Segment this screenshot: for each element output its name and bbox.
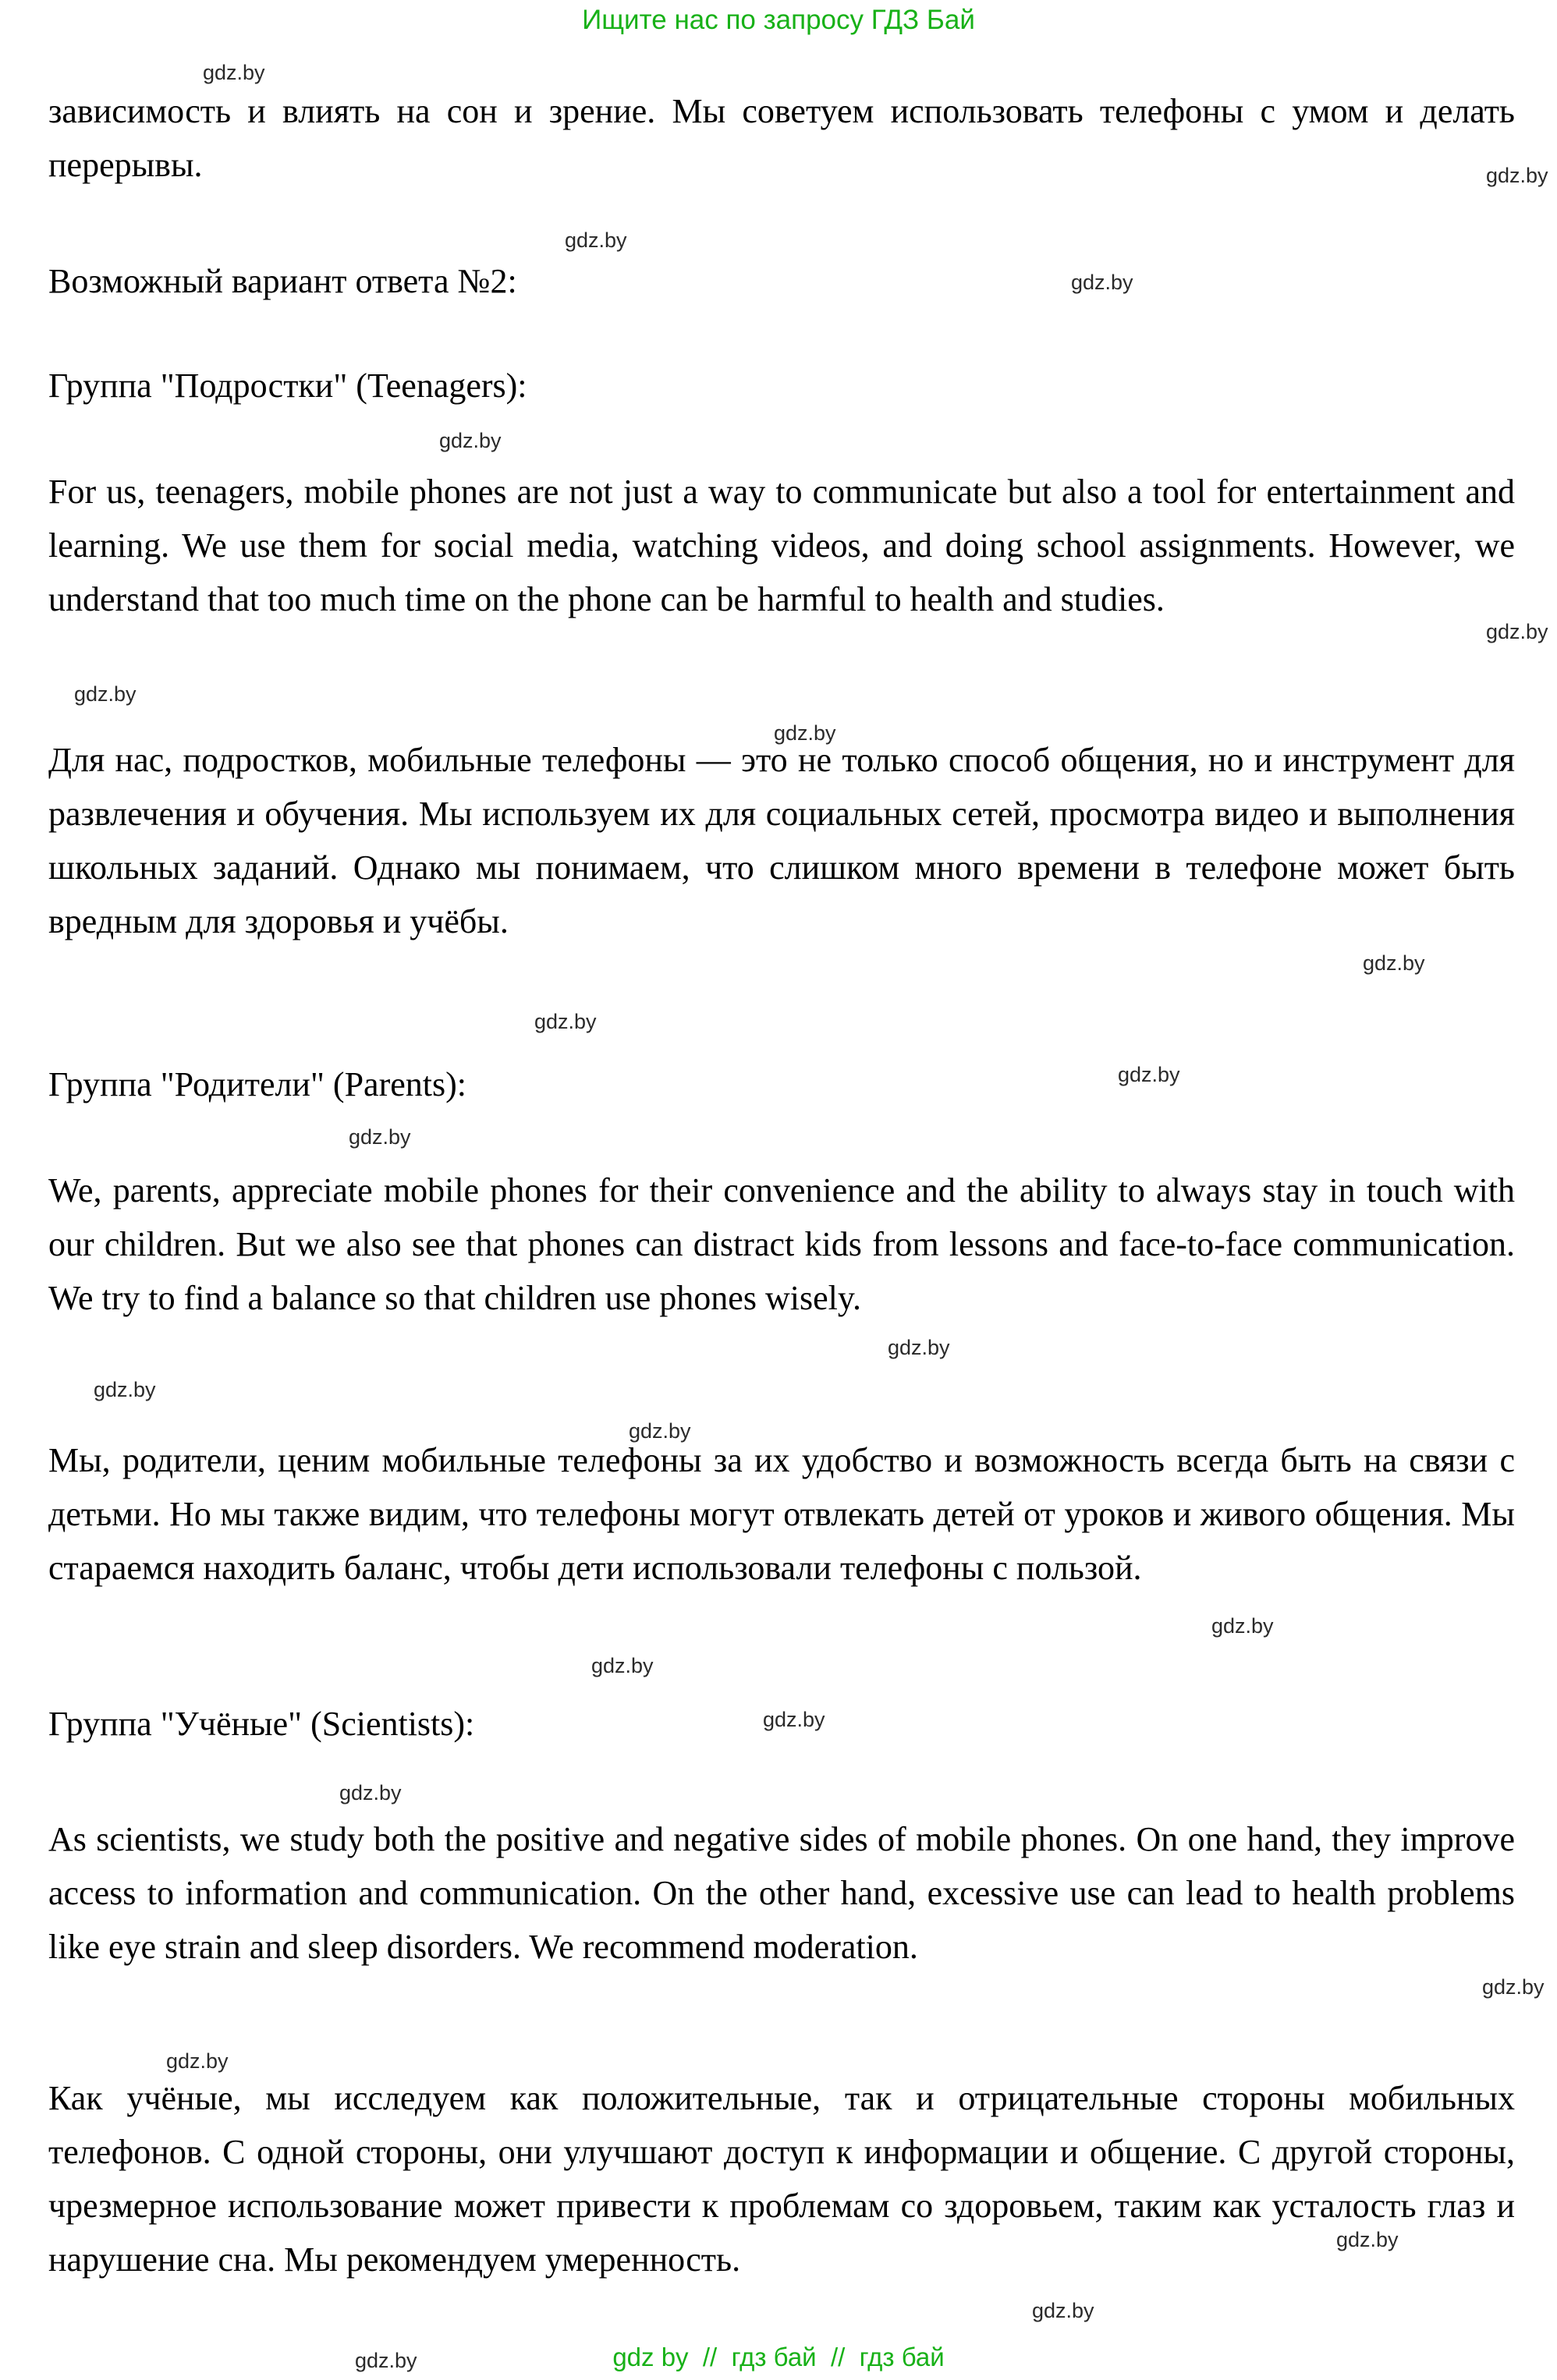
watermark: gdz.by — [534, 1010, 597, 1033]
paragraph-scientists-english: As scientists, we study both the positive and negative sides of mobile phones. On one hand, they improve access to information and communication. On the other hand, excessive use can lead to health problems like eye strain and sleep disorders. We recommend moderation. — [48, 1820, 1515, 1966]
section-heading-parents: Группа "Родители" (Parents): — [48, 1065, 466, 1103]
section-heading-teenagers: Группа "Подростки" (Teenagers): — [48, 367, 527, 405]
watermark: gdz.by — [591, 1654, 654, 1677]
watermark: gdz.by — [1032, 2299, 1094, 2322]
watermark: gdz.by — [774, 721, 836, 745]
watermark: gdz.by — [203, 61, 265, 84]
watermark: gdz.by — [763, 1708, 825, 1731]
paragraph-scientists-russian: Как учёные, мы исследуем как положительные, так и отрицательные стороны мобильных телефонов. С одной стороны, они улучшают доступ к информации и общение. С другой стороны, чрезмерное использование может привести к проблемам со здоровьем, таким как усталость глаз и нарушение сна. Мы рекомендуем умеренность. — [48, 2079, 1515, 2279]
footer-banner: gdz by // гдз бай // гдз бай — [612, 2343, 945, 2371]
watermark: gdz.by — [439, 429, 502, 452]
watermark: gdz.by — [1363, 951, 1425, 975]
watermark: gdz.by — [629, 1419, 691, 1443]
watermark: gdz.by — [166, 2049, 229, 2073]
watermark: gdz.by — [1486, 164, 1548, 187]
watermark: gdz.by — [1071, 271, 1133, 294]
variant-heading: Возможный вариант ответа №2: — [48, 262, 517, 300]
watermark: gdz.by — [888, 1336, 950, 1359]
watermark: gdz.by — [349, 1125, 411, 1149]
watermark: gdz.by — [1211, 1614, 1274, 1638]
watermark: gdz.by — [1118, 1063, 1180, 1086]
watermark: gdz.by — [355, 2349, 417, 2372]
watermark: gdz.by — [1482, 1975, 1545, 1999]
section-heading-scientists: Группа "Учёные" (Scientists): — [48, 1705, 475, 1743]
paragraph-parents-english: We, parents, appreciate mobile phones for their convenience and the ability to always stay in touch with our children. But we also see that phones can distract kids from lessons and face-to-face communication. We try to find a balance so that children use phones wisely. — [48, 1171, 1515, 1317]
watermark: gdz.by — [94, 1378, 156, 1401]
intro-paragraph: зависимость и влиять на сон и зрение. Мы советуем использовать телефоны с умом и делать перерывы. — [48, 92, 1515, 184]
watermark: gdz.by — [74, 682, 137, 706]
paragraph-teenagers-english: For us, teenagers, mobile phones are not just a way to communicate but also a tool for entertainment and learning. We use them for social media, watching videos, and doing school assignments. However, we understand that too much time on the phone can be harmful to health and studies. — [48, 473, 1515, 618]
watermark: gdz.by — [1336, 2228, 1399, 2251]
header-banner: Ищите нас по запросу ГДЗ Бай — [582, 5, 975, 35]
watermark: gdz.by — [1486, 620, 1548, 643]
paragraph-parents-russian: Мы, родители, ценим мобильные телефоны за их удобство и возможность всегда быть на связи с детьми. Но мы также видим, что телефоны могут отвлекать детей от уроков и живого общения. Мы стараемся находить баланс, чтобы дети использовали телефоны с пользой. — [48, 1441, 1515, 1587]
paragraph-teenagers-russian: Для нас, подростков, мобильные телефоны — это не только способ общения, но и инструмент для развлечения и обучения. Мы используем их для социальных сетей, просмотра видео и выполнения школьных заданий. Однако мы понимаем, что слишком много времени в телефоне может быть вредным для здоровья и учёбы. — [48, 741, 1515, 940]
watermark: gdz.by — [565, 228, 627, 252]
watermark: gdz.by — [339, 1781, 402, 1804]
